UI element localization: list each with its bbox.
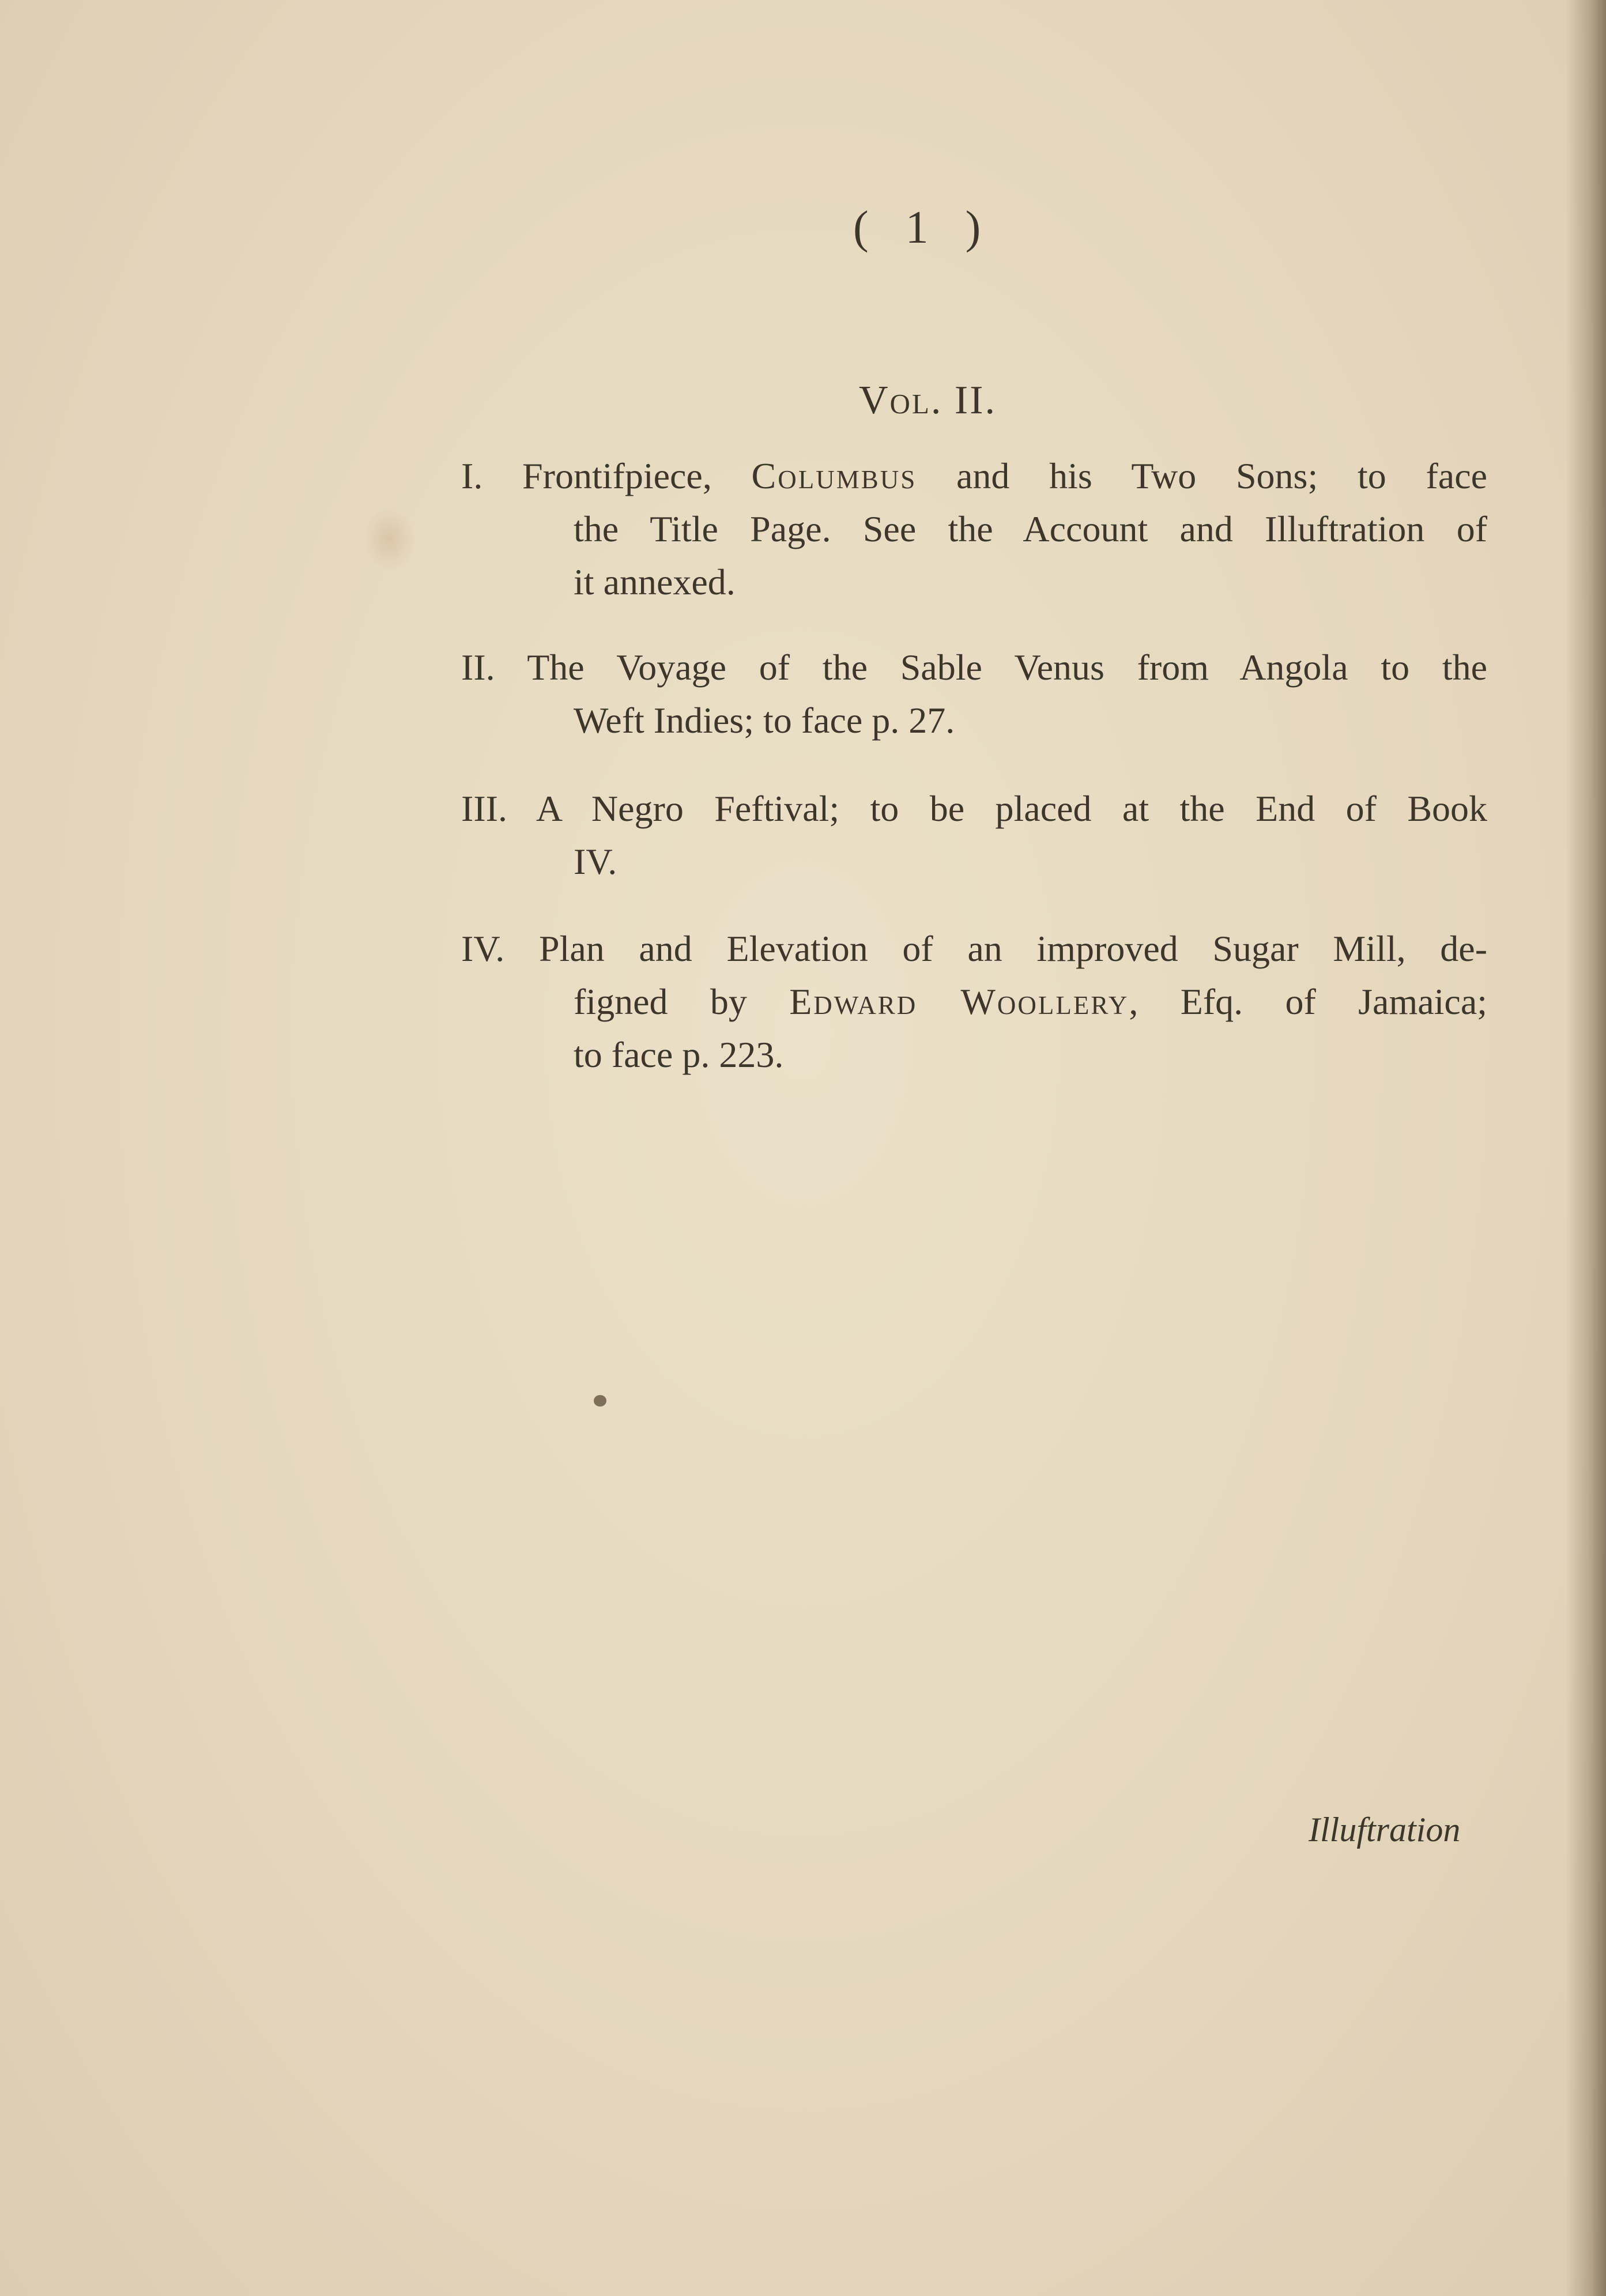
entry-line: figned by Edward Woollery, Efq. of Jamaica; [574,981,1488,1022]
entry-line: IV. Plan and Elevation of an improved Sugar Mill, de- [461,928,1487,969]
paper-stain [363,507,415,571]
ink-speck [594,1395,606,1407]
binding-shadow [1566,0,1606,2296]
plate-entry-1 [461,450,1487,609]
entry-line: I. Frontifpiece, Columbus and his Two Sons; to face [461,455,1488,496]
catchword: Illuftration [1309,1811,1461,1849]
plate-entry-3 [461,782,1487,888]
entry-line: the Title Page. See the Account and Illuftration of [574,508,1487,549]
page-number: ( 1 ) [853,202,994,253]
entry-line: Weft Indies; to face p. 27. [574,700,955,741]
entry-line: it annexed. [574,561,736,602]
entry-line: IV. [574,841,617,882]
volume-heading: Vol. II. [859,378,997,423]
plate-entry-2 [461,641,1487,747]
entry-line: to face p. 223. [574,1034,784,1075]
plate-entry-4 [461,922,1487,1081]
entry-line: II. The Voyage of the Sable Venus from Angola to the [461,647,1487,688]
entry-line: III. A Negro Feftival; to be placed at the End of Book [461,788,1487,829]
